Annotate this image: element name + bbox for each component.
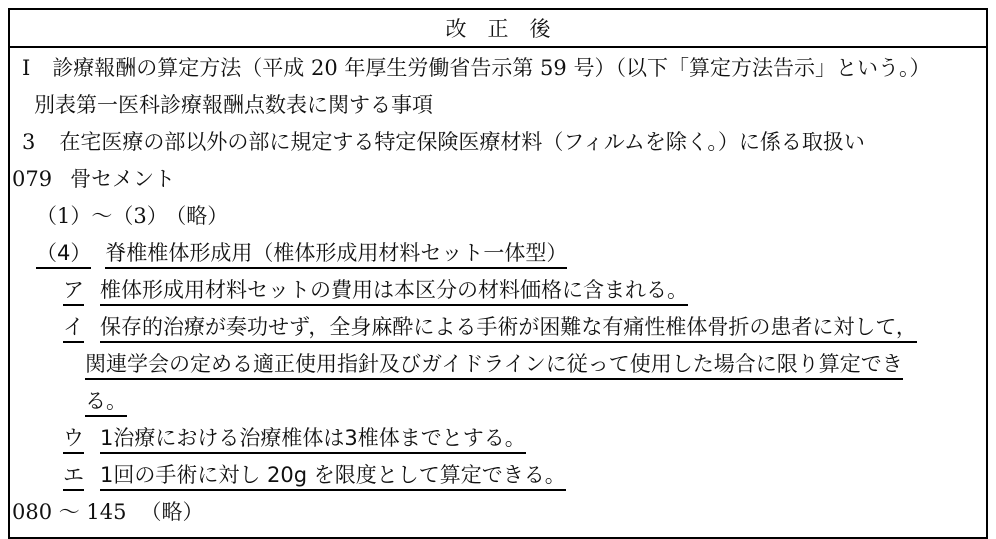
text-line: [10, 494, 986, 531]
text-segment: 1回の手術に対し 20g を限度として算定できる。: [100, 463, 566, 491]
text-segment: Ⅰ: [22, 56, 31, 80]
text-segment: （略）: [175, 204, 229, 228]
revision-comparison-table: [8, 8, 988, 539]
text-line: [10, 235, 986, 272]
table-body-cell: [10, 48, 986, 537]
text-segment: 1治療における治療椎体は3椎体までとする。: [100, 426, 526, 454]
text-segment: 診療報酬の算定方法（平成 20 年厚生労働省告示第 59 号）（以下「算定方法告示」という。）: [52, 56, 931, 80]
text-line: [10, 309, 986, 346]
text-line: [10, 87, 986, 124]
text-line: [10, 272, 986, 309]
text-line: [10, 124, 986, 161]
text-line: [10, 198, 986, 235]
text-segment: （4）: [36, 241, 91, 269]
text-segment: 別表第一医科診療報酬点数表に関する事項: [34, 93, 433, 117]
text-segment: 椎体形成用材料セットの費用は本区分の材料価格に含まれる。: [100, 278, 688, 306]
text-segment: （1）～（3）: [36, 204, 168, 228]
text-segment: 080 ～ 145: [12, 500, 127, 524]
text-segment: ア: [63, 278, 84, 306]
text-line: [10, 50, 986, 87]
text-line: [10, 420, 986, 457]
text-segment: 079: [12, 167, 53, 191]
text-line: [10, 161, 986, 198]
text-segment: 脊椎椎体形成用（椎体形成用材料セット一体型）: [105, 241, 567, 269]
table-header-title: 改 正 後: [445, 17, 551, 41]
text-segment: イ: [63, 315, 84, 343]
text-segment: （略）: [140, 500, 204, 524]
text-segment: る。: [85, 389, 127, 417]
text-segment: 関連学会の定める適正使用指針及びガイドラインに従って使用した場合に限り算定でき: [85, 352, 903, 380]
text-segment: 在宅医療の部以外の部に規定する特定保険医療材料（フィルムを除く。）に係る取扱い: [59, 130, 865, 154]
table-header-cell: [10, 10, 986, 48]
text-line: [10, 383, 986, 420]
text-line: [10, 346, 986, 383]
text-segment: 3: [22, 130, 36, 154]
text-line: [10, 457, 986, 494]
text-segment: エ: [63, 463, 84, 491]
text-segment: ウ: [63, 426, 84, 454]
text-segment: 保存的治療が奏功せず，全身麻酔による手術が困難な有痛性椎体骨折の患者に対して，: [100, 315, 917, 343]
text-segment: 骨セメント: [70, 167, 176, 191]
